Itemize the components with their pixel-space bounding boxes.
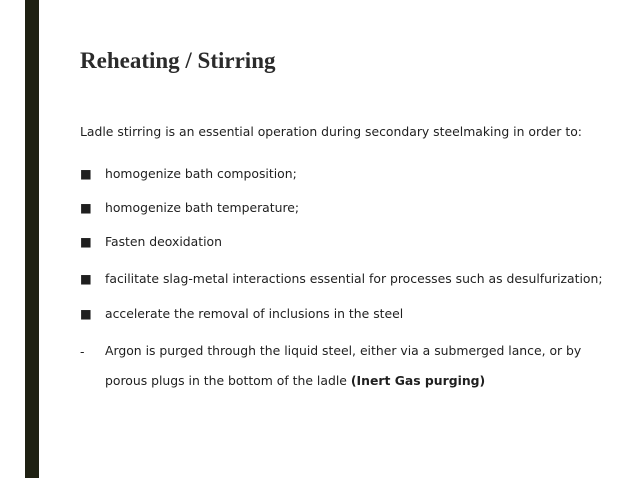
- square-bullet-icon: ■: [80, 200, 92, 215]
- bullet-text: homogenize bath temperature;: [105, 200, 300, 215]
- note-text: Argon is purged through the liquid steel, either via a submerged lance, or by porous plugs in the bottom of the ladle: [105, 343, 582, 388]
- intro-text: Ladle stirring is an essential operation during secondary steelmaking in order to:: [80, 124, 582, 139]
- square-bullet-icon: ■: [80, 306, 92, 321]
- left-accent-bar: [25, 0, 39, 478]
- square-bullet-icon: ■: [80, 234, 92, 249]
- dash-bullet-icon: -: [80, 344, 85, 359]
- bullet-text: Fasten deoxidation: [105, 234, 222, 249]
- square-bullet-icon: ■: [80, 166, 92, 181]
- slide-title: Reheating / Stirring: [80, 48, 276, 73]
- bullet-text: homogenize bath composition;: [105, 166, 297, 181]
- square-bullet-icon: ■: [80, 271, 92, 286]
- note-bold-text: (Inert Gas purging): [350, 373, 486, 388]
- bullet-text: facilitate slag-metal interactions essential for processes such as desulfurization;: [105, 271, 603, 286]
- note-text-block: [105, 336, 610, 396]
- bullet-text: accelerate the removal of inclusions in the steel: [105, 306, 404, 321]
